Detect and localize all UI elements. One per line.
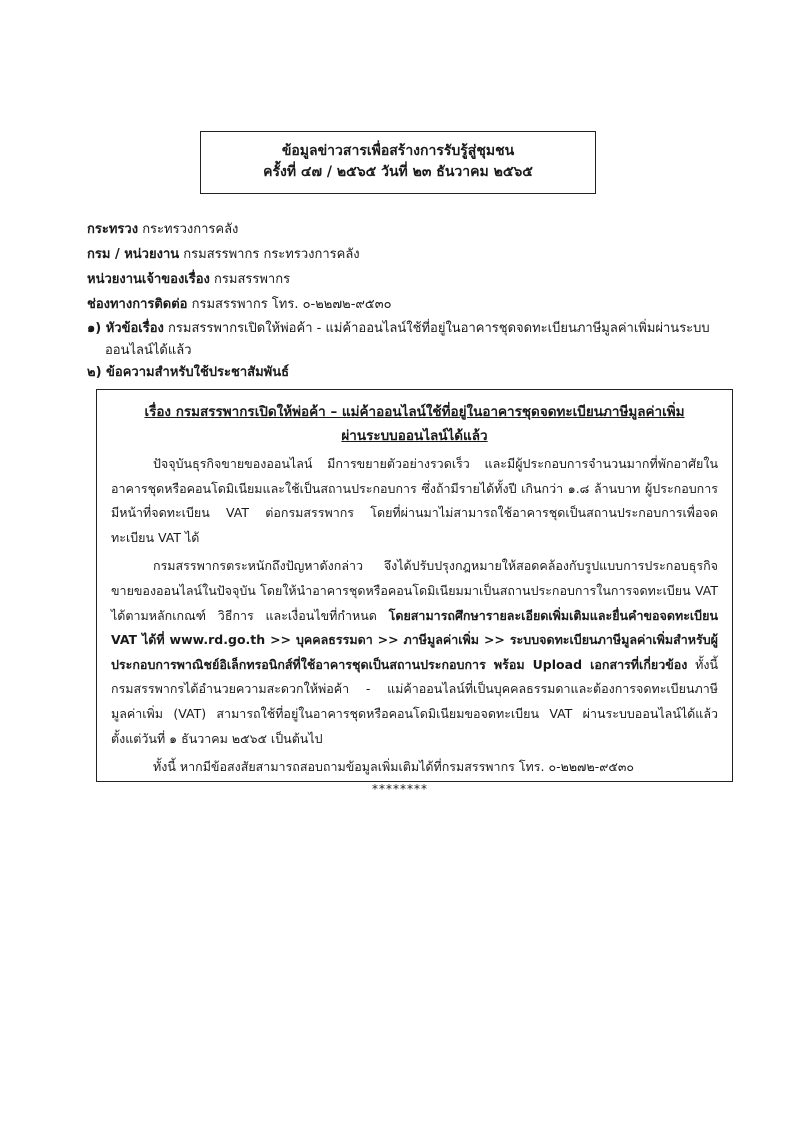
topic-label: ๑) หัวข้อเรื่อง: [87, 321, 164, 336]
release-title: [111, 400, 718, 448]
release-paragraph-2-bold: โดยสามารถศึกษารายละเอียดเพิ่มเติมและยื่นคำขอจดทะเบียน VAT ได้ที่ www.rd.go.th >> บุคคลธรรมดา >> ภาษีมูลค่าเพิ่ม >> ระบบจดทะเบียนภาษีมูลค่าเพิ่มสำหรับผู้ประกอบการพาณิชย์อิเล็กทรอนิกส์ที่ใช้อาคารชุดเป็นสถานประกอบการ พร้อม Upload เอกสารที่เกี่ยวข้อง: [111, 607, 718, 672]
meta-owner-label: หน่วยงานเจ้าของเรื่อง: [87, 272, 210, 287]
release-title-line1: เรื่อง กรมสรรพากรเปิดให้พ่อค้า – แม่ค้าออนไลน์ใช้ที่อยู่ในอาคารชุดจดทะเบียนภาษีมูลค่าเพิ่ม: [144, 404, 685, 420]
meta-contact: [87, 292, 392, 317]
meta-ministry-label: กระทรวง: [87, 222, 139, 237]
meta-contact-label: ช่องทางการติดต่อ: [87, 297, 188, 312]
meta-owner: [87, 267, 392, 292]
header-box: [200, 131, 596, 194]
meta-contact-value: กรมสรรพากร โทร. ๐-๒๒๗๒-๙๕๓๐: [191, 297, 392, 312]
section2-heading: ๒) ข้อความสำหรับใช้ประชาสัมพันธ์: [87, 365, 290, 380]
meta-block: [87, 217, 392, 317]
topic-block: [87, 318, 747, 362]
meta-department: [87, 242, 392, 267]
release-paragraph-2c: ทั้งนี้ กรมสรรพากรได้อำนวยความสะดวกให้พ่อค้า - แม่ค้าออนไลน์ที่เป็นบุคคลธรรมดาและต้องการจดทะเบียนภาษีมูลค่าเพิ่ม (VAT) สามารถใช้ที่อยู่ในอาคารชุดหรือคอนโดมิเนียมขอจดทะเบียน VAT ผ่านระบบออนไลน์ได้แล้ว ตั้งแต่วันที่ ๑ ธันวาคม ๒๕๖๕ เป็นต้นไป: [111, 656, 718, 746]
end-mark: ********: [372, 782, 428, 796]
release-paragraph-1: ปัจจุบันธุรกิจขายของออนไลน์ มีการขยายตัวอย่างรวดเร็ว และมีผู้ประกอบการจำนวนมากที่พักอาศัยในอาคารชุดหรือคอนโดมิเนียมและใช้เป็นสถานประกอบการ ซึ่งถ้ามีรายได้ทั้งปี เกินกว่า ๑.๘ ล้านบาท ผู้ประกอบการมีหน้าที่จดทะเบียน VAT ต่อกรมสรรพากร โดยที่ผ่านมาไม่สามารถใช้อาคารชุดเป็นสถานประกอบการเพื่อจดทะเบียน VAT ได้: [111, 456, 718, 545]
release-paragraph-2: [111, 554, 718, 751]
meta-ministry-value: กระทรวงการคลัง: [142, 222, 239, 237]
release-paragraph-3: ทั้งนี้ หากมีข้อสงสัยสามารถสอบถามข้อมูลเพิ่มเติมได้ที่กรมสรรพากร โทร. ๐-๒๒๗๒-๙๕๓๐: [153, 759, 634, 775]
meta-ministry: [87, 217, 392, 242]
release-title-line2: ผ่านระบบออนไลน์ได้แล้ว: [341, 428, 488, 444]
press-release-box: [96, 389, 733, 782]
release-paragraph-2a: กรมสรรพากรตระหนักถึงปัญหาดังกล่าว จึงได้ปรับปรุงกฎหมายให้สอดคล้องกับรูปแบบการประกอบธุรกิจขายของออนไลน์ในปัจจุบัน โดยให้นำอาคารชุดหรือคอนโดมิเนียมมาเป็นสถานประกอบการในการจดทะเบียน VAT ได้ตามหลักเกณฑ์ วิธีการ และเงื่อนไขที่กำหนด: [111, 558, 718, 623]
meta-department-label: กรม / หน่วยงาน: [87, 247, 180, 262]
header-issue: ครั้งที่ ๔๗ / ๒๕๖๕ วันที่ ๒๓ ธันวาคม ๒๕๖๕: [263, 164, 533, 180]
topic-line2: ออนไลน์ได้แล้ว: [105, 343, 192, 358]
header-title: ข้อมูลข่าวสารเพื่อสร้างการรับรู้สู่ชุมชน: [281, 143, 515, 159]
meta-department-value: กรมสรรพากร กระทรวงการคลัง: [183, 247, 360, 262]
meta-owner-value: กรมสรรพากร: [214, 272, 291, 287]
topic-line1: กรมสรรพากรเปิดให้พ่อค้า - แม่ค้าออนไลน์ใช้ที่อยู่ในอาคารชุดจดทะเบียนภาษีมูลค่าเพิ่มผ่านระบบ: [168, 321, 710, 336]
